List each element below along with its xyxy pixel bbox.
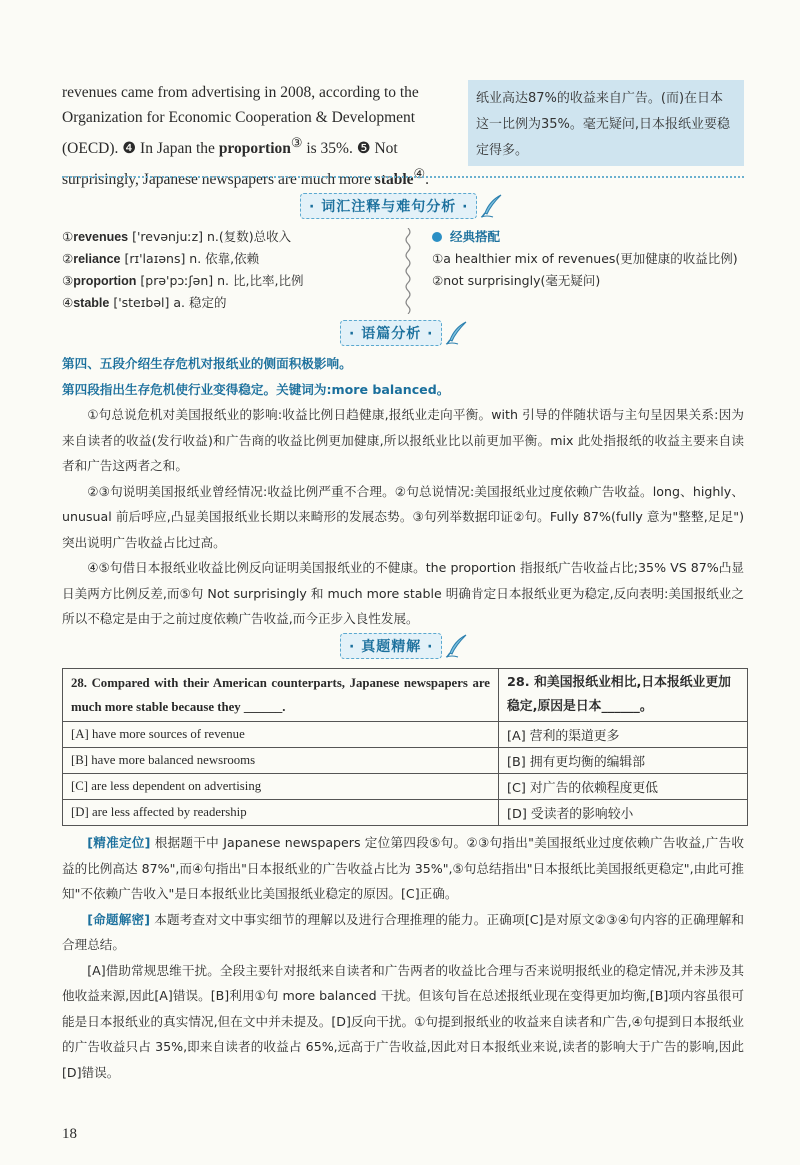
option-en: [A] have more sources of revenue — [63, 722, 499, 748]
option-en: [B] have more balanced newsrooms — [63, 748, 499, 774]
option-en: [C] are less dependent on advertising — [63, 774, 499, 800]
footnote-mark: ④ — [413, 166, 426, 182]
analysis-paragraph: ①句总说危机对美国报纸业的影响:收益比例日趋健康,报纸业走向平衡。with 引导的伴随状语与主句呈因果关系:因为来自读者的收益(发行收益)和广告商的收益比例更加健康,所以报纸业比以前更加平衡。mix 此处指报纸的收益主要来自读者和广告这两者之和。 — [62, 407, 744, 473]
option-cn: [D] 受读者的影响较小 — [499, 800, 748, 826]
wavy-divider — [403, 228, 413, 314]
passage-line — [62, 130, 454, 161]
section-header-question — [340, 633, 470, 659]
passage-line: revenues came from advertising in 2008, according to the — [62, 84, 419, 101]
passage-translation: 纸业高达87%的收益来自广告。(而)在日本这一比例为35%。毫无疑问,日本报纸业要稳定得多。 — [468, 80, 744, 166]
keyword: stable — [374, 171, 414, 189]
table-row — [63, 774, 748, 800]
question-stem-cn: 28. 和美国报纸业相比,日本报纸业更加稳定,原因是日本______。 — [499, 669, 748, 722]
keyword: proportion — [218, 140, 291, 158]
table-row — [63, 669, 748, 722]
explanation-paragraph: [命题解密] 本题考查对文中事实细节的理解以及进行合理推理的能力。正确项[C]是对原文②③④句内容的正确理解和合理总结。 — [62, 911, 745, 952]
explanation-tag: [精准定位] — [87, 835, 151, 850]
option-cn: [A] 营利的渠道更多 — [499, 722, 748, 748]
vocab-item: ④stable ['steɪbəl] a. 稳定的 — [62, 295, 227, 310]
table-row — [63, 722, 748, 748]
passage-line: Organization for Economic Cooperation & Development — [62, 109, 416, 126]
explanation-tag: [命题解密] — [87, 911, 151, 927]
section-title: · 真题精解 · — [340, 633, 442, 659]
passage-text: is 35%. ❺ Not — [302, 140, 398, 158]
passage-text: surprisingly, Japanese newspapers are much more — [62, 171, 375, 189]
question-table — [62, 668, 748, 826]
answer-explanation — [62, 830, 744, 1085]
quill-icon — [444, 320, 470, 346]
passage-text: (OECD). ❹ In Japan the — [62, 140, 219, 158]
table-row — [63, 748, 748, 774]
vocab-item: ②reliance [rɪ'laɪəns] n. 依靠,依赖 — [62, 251, 260, 266]
section-title: · 语篇分析 · — [340, 320, 442, 346]
passage-text: . — [425, 171, 429, 189]
option-cn: [C] 对广告的依赖程度更低 — [499, 774, 748, 800]
analysis-paragraph: ④⑤句借日本报纸业收益比例反向证明美国报纸业的不健康。the proportion 指报纸广告收益占比;35% VS 87%凸显日美两方比例反差,而⑤句 Not surprisingly 和 much more stable 明确肯定日本报纸业更为稳定,反向表明:美国报纸业之所以不稳定是由于之前过度依赖广告收益,而今正步入良性发展。 — [62, 560, 744, 626]
collocation-item: ②not surprisingly(毫无疑问) — [432, 273, 601, 288]
quill-icon — [444, 633, 470, 659]
page-number: 18 — [62, 1126, 77, 1142]
question-stem-en: 28. Compared with their American counterparts, Japanese newspapers are much more stable because they ______. — [63, 669, 499, 722]
analysis-heading: 第四、五段介绍生存危机对报纸业的侧面积极影响。 — [62, 356, 352, 371]
explanation-paragraph: [A]借助常规思维干扰。全段主要针对报纸来自读者和广告两者的收益比合理与否来说明报纸业的稳定情况,并未涉及其他收益来源,因此[A]错误。[B]利用①句 more balanced 干扰。但该句旨在总述报纸业现在变得更加均衡,[B]项内容虽很可能是日本报纸业的真实情况,但在文中并未提及。[D]反向干扰。①句提到报纸业的收益来自读者和广告,④句提到日本报纸业的广告收益只占 35%,即来自读者的收益占 65%,远高于广告收益,因此对日本报纸业来说,读者的影响大于广告的影响,因此[D]错误。 — [62, 962, 744, 1080]
discourse-analysis — [62, 351, 744, 632]
section-header-vocab — [300, 193, 505, 219]
section-title: · 词汇注释与难句分析 · — [300, 193, 477, 219]
section-divider — [62, 176, 744, 178]
vocab-item: ①revenues ['revənjuːz] n.(复数)总收入 — [62, 229, 292, 244]
footnote-mark: ③ — [290, 135, 303, 150]
explanation-paragraph: [精准定位] 根据题干中 Japanese newspapers 定位第四段⑤句。②③句指出"美国报纸业过度依赖广告收益,广告收益的比例高达 87%",而④句指出"日本报纸业的广告收益占比为 35%",⑤句总结指出"日本报纸比美国报纸更稳定",由此可推知"不依赖广告收入"是日本报纸业比美国报纸业稳定的原因。[C]正确。 — [62, 835, 744, 901]
option-cn: [B] 拥有更均衡的编辑部 — [499, 748, 748, 774]
option-en: [D] are less affected by readership — [63, 800, 499, 826]
analysis-heading: 第四段指出生存危机使行业变得稳定。关键词为:more balanced。 — [62, 381, 450, 397]
collocation-panel — [432, 226, 752, 292]
collocation-title: 经典搭配 — [432, 226, 752, 248]
section-header-discourse — [340, 320, 470, 346]
collocation-item: ①a healthier mix of revenues(更加健康的收益比例) — [432, 251, 738, 266]
table-row — [63, 800, 748, 826]
quill-icon — [479, 193, 505, 219]
vocab-list — [62, 226, 392, 314]
analysis-paragraph: ②③句说明美国报纸业曾经情况:收益比例严重不合理。②句总说情况:美国报纸业过度依赖广告收益。long、highly、unusual 前后呼应,凸显美国报纸业长期以来畸形的发展态势。③句列举数据印证②句。Fully 87%(fully 意为"整整,足足")突出说明广告收益占比过高。 — [62, 483, 744, 550]
vocab-item: ③proportion [prə'pɔːʃən] n. 比,比率,比例 — [62, 273, 304, 288]
bullet-icon — [432, 232, 442, 242]
